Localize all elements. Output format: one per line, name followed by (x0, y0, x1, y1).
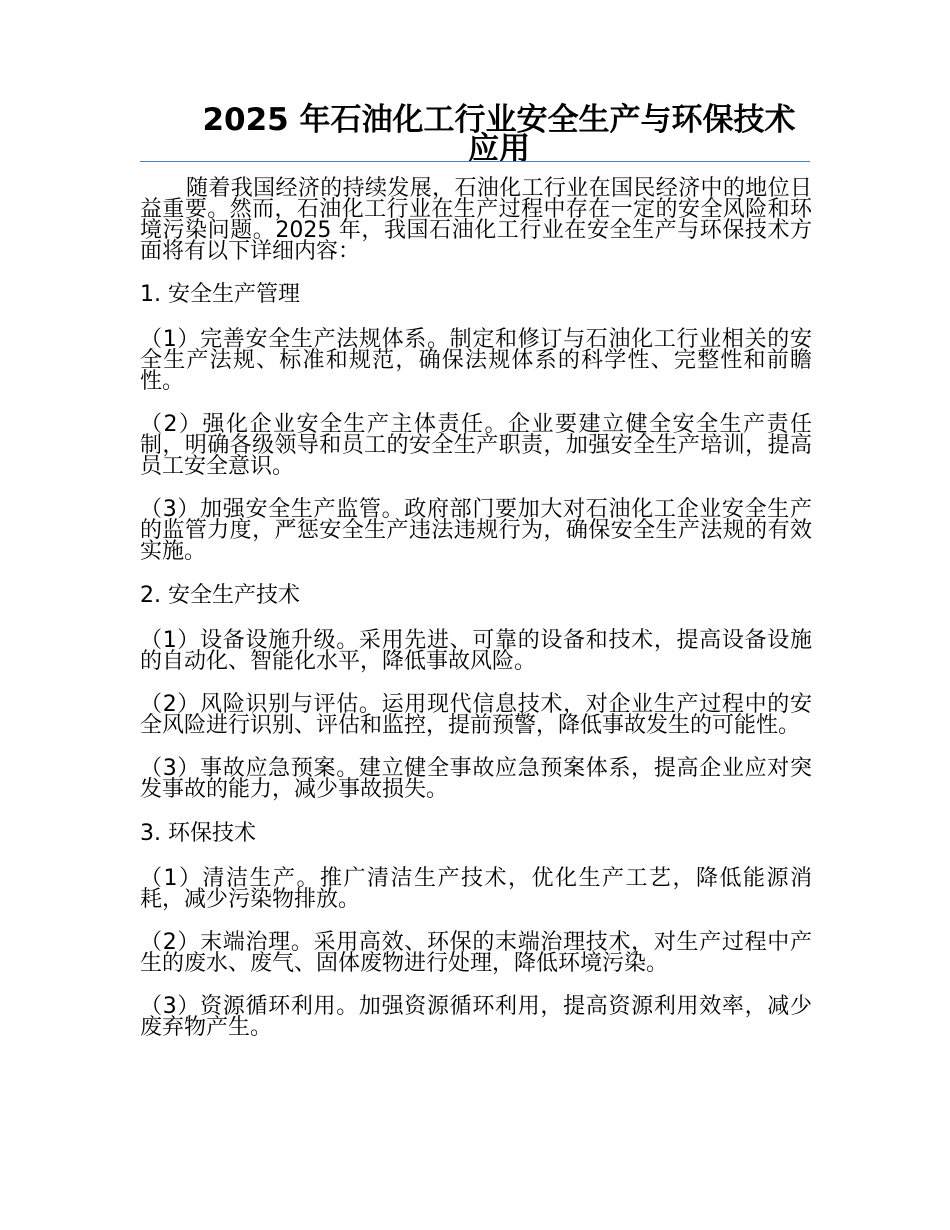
list-item: （2）强化企业安全生产主体责任。企业要建立健全安全生产责任制，明确各级领导和员工的安全生产职责，加强安全生产培训，提高员工安全意识。 (140, 412, 812, 479)
list-item: （3）事故应急预案。建立健全事故应急预案体系，提高企业应对突发事故的能力，减少事故损失。 (140, 756, 812, 802)
document-body (140, 178, 812, 1060)
list-item: （3）资源循环利用。加强资源循环利用，提高资源利用效率，减少废弃物产生。 (140, 994, 812, 1040)
section-heading: 3. 环保技术 (140, 821, 256, 846)
section-safety-management (140, 283, 812, 562)
section-safety-technology (140, 584, 812, 800)
section-heading: 1. 安全生产管理 (140, 282, 300, 307)
list-item: （1）设备设施升级。采用先进、可靠的设备和技术，提高设备设施的自动化、智能化水平，降低事故风险。 (140, 628, 812, 674)
list-item: （1）完善安全生产法规体系。制定和修订与石油化工行业相关的安全生产法规、标准和规范，确保法规体系的科学性、完整性和前瞻性。 (140, 327, 812, 394)
section-heading: 2. 安全生产技术 (140, 583, 300, 608)
list-item: （1）清洁生产。推广清洁生产技术，优化生产工艺，降低能源消耗，减少污染物排放。 (140, 866, 812, 912)
section-environmental-technology (140, 822, 812, 1038)
intro-paragraph: 随着我国经济的持续发展，石油化工行业在国民经济中的地位日益重要。然而，石油化工行业在生产过程中存在一定的安全风险和环境污染问题。2025 年，我国石油化工行业在安全生产与环保技术方面将有以下详细内容： (140, 176, 812, 264)
list-item: （2）末端治理。采用高效、环保的末端治理技术，对生产过程中产生的废水、废气、固体废物进行处理，降低环境污染。 (140, 930, 812, 976)
title-underline (140, 161, 810, 162)
list-item: （2）风险识别与评估。运用现代信息技术，对企业生产过程中的安全风险进行识别、评估和监控，提前预警，降低事故发生的可能性。 (140, 692, 812, 738)
document-title: 2025 年石油化工行业安全生产与环保技术应用 (202, 102, 796, 167)
list-item: （3）加强安全生产监管。政府部门要加大对石油化工企业安全生产的监管力度，严惩安全生产违法违规行为，确保安全生产法规的有效实施。 (140, 497, 812, 564)
